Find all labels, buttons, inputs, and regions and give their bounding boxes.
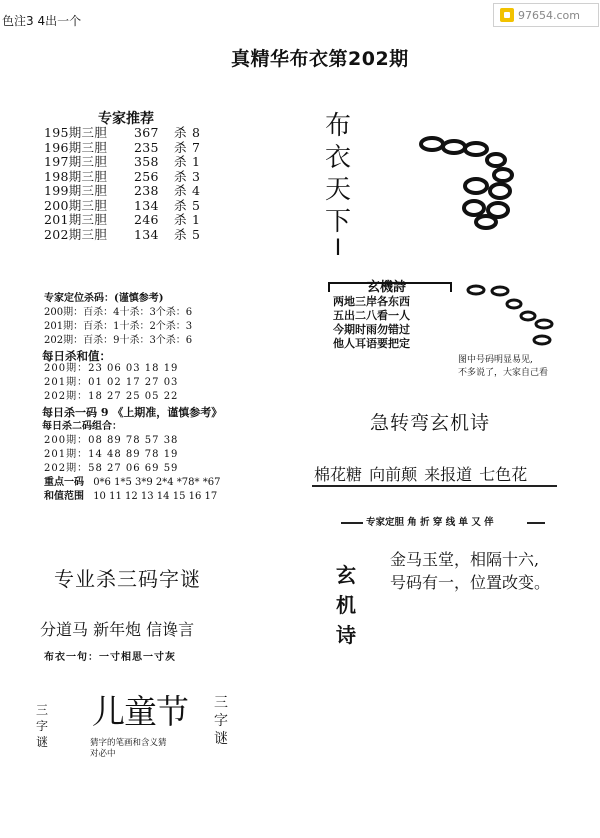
expert-table [44, 126, 200, 242]
poem-line: 两地三岸各东西 [333, 295, 410, 308]
table-cell-nums: 358 [134, 154, 159, 169]
table-cell-issue: 198期三胆 [44, 168, 108, 184]
xuanji-char: 机 [336, 593, 356, 617]
daily-two-list [44, 434, 178, 476]
table-row [44, 126, 200, 141]
daily-sum-heading: 每日杀和值： [42, 349, 111, 363]
table-cell-nums: 238 [134, 183, 159, 198]
table-cell-kill: 3 [192, 168, 201, 184]
table-row [44, 228, 200, 243]
table-cell-nums: 256 [134, 168, 159, 184]
table-cell-issue: 201期三胆 [44, 212, 108, 227]
table-cell-kill-label: 杀 [174, 197, 187, 213]
key-code-value: 0*6 1*5 3*9 2*4 *78* *67 [93, 477, 221, 488]
big-word: 儿童节 [92, 692, 188, 731]
table-cell-kill: 4 [192, 183, 201, 198]
divider [341, 522, 363, 524]
table-cell-issue: 202期三胆 [44, 226, 108, 242]
buyi-mark: I [334, 236, 342, 261]
table-cell-kill: 1 [192, 154, 201, 169]
table-row [44, 184, 200, 199]
buyi-char: 布 [324, 111, 351, 141]
list-item: 200期：百杀：4十杀：3个杀：6 [44, 307, 193, 318]
list-item: 201期：01 02 17 27 03 [44, 377, 179, 388]
tag-char: 三 [35, 703, 48, 717]
poem-line: 他人耳语要把定 [333, 337, 410, 350]
poem-line: 今期时雨勿错过 [333, 323, 410, 336]
buyi-char: 衣 [324, 143, 351, 173]
xuanji-vertical [330, 560, 362, 650]
tag-char: 谜 [214, 731, 228, 747]
table-row [44, 170, 200, 185]
table-row [44, 155, 200, 170]
table-row [44, 199, 200, 214]
zhuanye-title: 专业杀三码字谜 [54, 567, 201, 591]
table-cell-issue: 200期三胆 [44, 197, 108, 213]
poem-line: 号码有一，位置改变。 [390, 573, 551, 592]
hint-line: 不多说了，大家自己看 [458, 368, 549, 378]
table-cell-kill-label: 杀 [174, 125, 187, 140]
daily-sum-list [44, 362, 178, 404]
table-cell-kill: 5 [192, 197, 201, 213]
table-cell-nums: 134 [134, 226, 159, 242]
tag-char: 字 [35, 719, 48, 733]
buyi-char: 下 [324, 207, 351, 237]
table-cell-nums: 235 [134, 139, 159, 155]
xuanji-poem [390, 548, 550, 594]
table-cell-kill: 7 [192, 139, 201, 155]
sum-range-line [44, 490, 217, 504]
table-cell-issue: 196期三胆 [44, 139, 108, 155]
hint-line: 图中号码明显易见, [458, 355, 533, 365]
list-item: 202期：百杀：9十杀：3个杀：6 [44, 335, 193, 346]
buyi-vertical [322, 110, 354, 260]
buyi-line: 布衣一句：一寸相思一寸灰 [44, 652, 176, 663]
position-kill-list [44, 306, 192, 348]
table-cell-nums: 246 [134, 212, 159, 227]
note-line: 猜字的笔画和含义猜 [90, 738, 167, 748]
table-cell-issue: 195期三胆 [44, 125, 108, 140]
table-cell-kill-label: 杀 [174, 183, 187, 198]
poem-line: 金马玉堂，相隔十六, [390, 550, 540, 569]
hint-text [458, 354, 548, 380]
buyi-char: 天 [324, 175, 351, 205]
expert-heading: 专家推荐 [98, 111, 154, 127]
xuanji-char: 诗 [336, 623, 356, 647]
xuanji-frame [328, 282, 452, 292]
tag-char: 谜 [35, 735, 48, 749]
table-row [44, 141, 200, 156]
table-cell-kill-label: 杀 [174, 154, 187, 169]
corner-note: 色注3 4出一个 [2, 14, 82, 28]
tag-char: 字 [214, 713, 228, 729]
divider [527, 522, 545, 524]
table-cell-nums: 134 [134, 197, 159, 213]
list-item: 200期：23 06 03 18 19 [44, 363, 179, 374]
table-cell-nums: 367 [134, 125, 159, 140]
xuanji-small-poem [333, 295, 410, 351]
left-tag-vertical [34, 702, 50, 750]
table-cell-issue: 197期三胆 [44, 154, 108, 169]
key-code-line [44, 476, 220, 490]
table-cell-kill-label: 杀 [174, 168, 187, 184]
table-cell-kill-label: 杀 [174, 139, 187, 155]
poem-line: 五出二八看一人 [333, 309, 410, 322]
key-code-label: 重点一码 [44, 477, 84, 488]
daily-two-heading: 每日杀二码组合： [42, 421, 122, 432]
list-item: 201期：14 48 89 78 19 [44, 449, 179, 460]
divider [312, 485, 557, 487]
table-cell-kill: 5 [192, 226, 201, 242]
watermark-text: 97654.com [518, 8, 580, 22]
big-word-note [90, 738, 167, 760]
daily-one-code: 每日杀一码 9 《上期准，谨慎参考》 [42, 406, 223, 419]
page-title: 真精华布衣第202期 [231, 48, 409, 70]
table-cell-kill-label: 杀 [174, 226, 187, 242]
table-cell-kill: 1 [192, 212, 201, 227]
note-line: 对必中 [90, 749, 116, 759]
tag-char: 三 [214, 695, 228, 711]
jizhuan-title: 急转弯玄机诗 [370, 412, 491, 434]
expert-dan-line: 专家定胆 角 折 穿 线 单 又 伴 [366, 517, 494, 528]
xuanji-small-title: 玄機詩 [367, 280, 407, 295]
jizhuan-answers: 棉花糖 向前颠 来报道 七色花 [314, 465, 528, 484]
list-item: 200期：08 89 78 57 38 [44, 435, 179, 446]
sum-range-value: 10 11 12 13 14 15 16 17 [93, 491, 218, 502]
watermark-badge [493, 3, 599, 27]
chain-rings-illustration [410, 130, 530, 230]
list-item: 201期：百杀：1十杀：2个杀：3 [44, 321, 193, 332]
right-tag-vertical [212, 694, 230, 748]
small-rings-illustration [462, 282, 562, 352]
table-row [44, 213, 200, 228]
position-kill-heading: 专家定位杀码：(谨慎参考) [44, 293, 164, 304]
list-item: 202期：18 27 25 05 22 [44, 391, 179, 402]
table-cell-issue: 199期三胆 [44, 183, 108, 198]
table-cell-kill-label: 杀 [174, 212, 187, 227]
xuanji-char: 玄 [336, 563, 356, 587]
riddles-line: 分道马 新年炮 信谗言 [40, 620, 195, 639]
list-item: 202期：58 27 06 69 59 [44, 463, 179, 474]
table-cell-kill: 8 [192, 125, 201, 140]
sum-range-label: 和值范围 [44, 491, 84, 502]
site-logo-icon [500, 8, 514, 22]
